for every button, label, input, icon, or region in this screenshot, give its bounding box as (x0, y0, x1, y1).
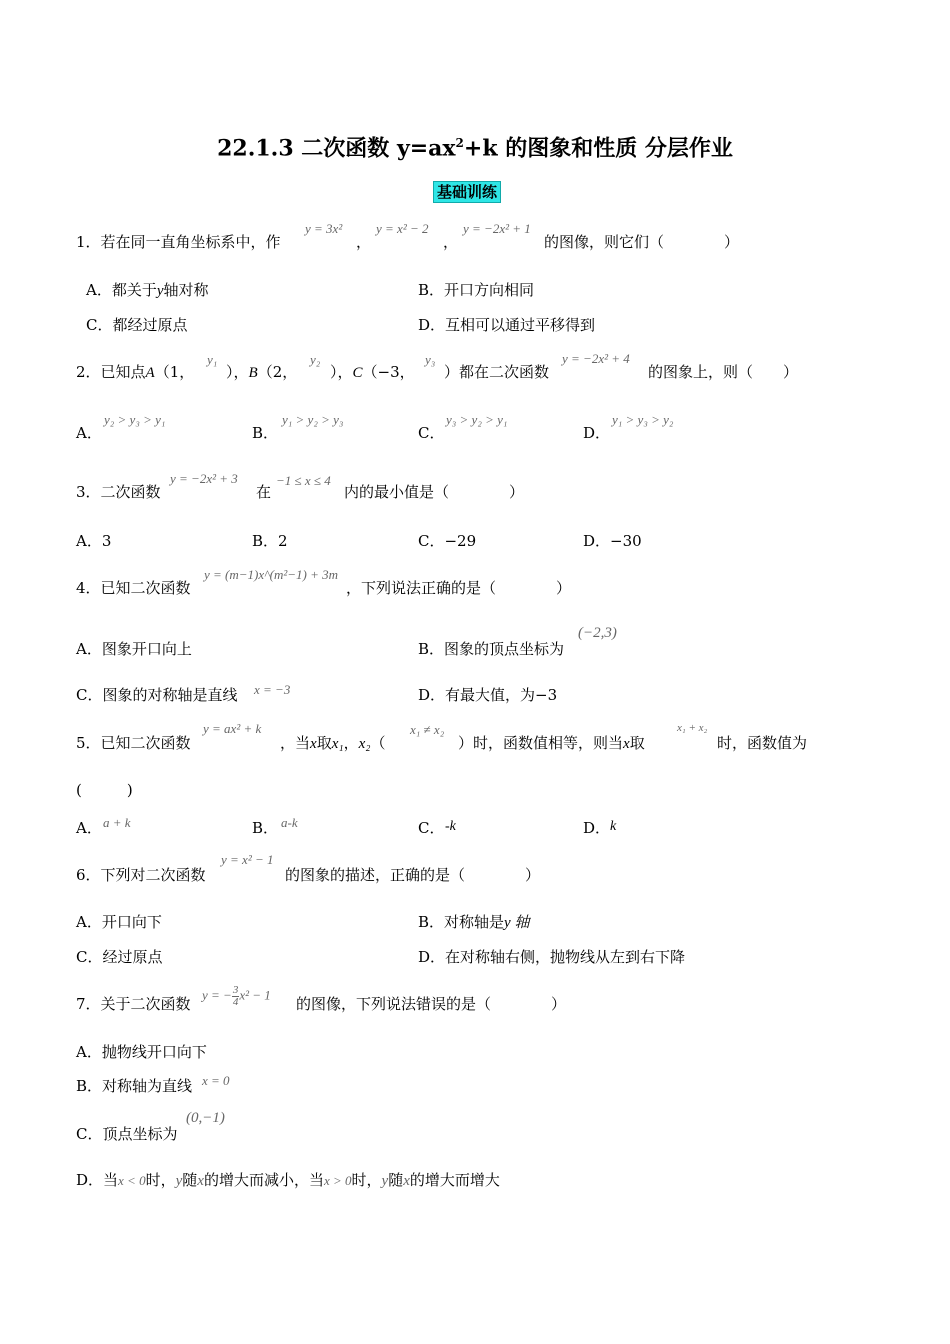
q5-option-d-label: D． (583, 819, 611, 837)
q2-point-c-open: （−3， (362, 363, 415, 381)
q7-function (202, 985, 271, 1008)
q3-stem-b: 内的最小值是（ ） (344, 483, 525, 501)
q4-function: y = (m−1)x^(m²−1) + 3m (204, 567, 338, 582)
q1-formula-3: y = −2x² + 1 (463, 221, 531, 236)
q4-option-b: B．图象的顶点坐标为 (418, 640, 565, 658)
q1-sep-2: ， (443, 233, 459, 251)
q2-close-2: ）， (330, 363, 353, 381)
q6-option-b (418, 912, 529, 933)
q2-point-c-group (330, 362, 415, 383)
q1-option-d: D．互相可以通过平移得到 (418, 316, 596, 334)
q5-condition: x₁ ≠ x₂ (410, 722, 445, 737)
q5-option-b-label: B． (252, 819, 279, 837)
q2-close-last: ）都在二次函数 (444, 363, 550, 381)
q7-option-c: C．顶点坐标为 (76, 1125, 178, 1143)
q3-range: −1 ≤ x ≤ 4 (276, 473, 331, 488)
q1-option-b: B．开口方向相同 (418, 281, 535, 299)
q7-d-y2: y (381, 1173, 389, 1189)
q5-stem-c: ）时，函数值相等，则当 (458, 734, 624, 752)
q3-function: y = −2x² + 3 (170, 471, 238, 486)
q2-option-d-label: D． (583, 424, 611, 442)
q5-stem-b: ，当 (280, 734, 311, 752)
q2-point-b-group (226, 362, 297, 383)
q7-d-d: 的增大而减小，当 (203, 1171, 324, 1189)
q6-option-b-var: y 轴 (504, 915, 530, 931)
section-badge: 基础训练 (433, 181, 501, 203)
q2-option-b: y₁ > y₂ > y₃ (282, 412, 344, 427)
q7-fn-pre: y = − (202, 987, 232, 1003)
q3-stem-a: 3．二次函数 (76, 483, 161, 501)
q1-stem-a: 1．若在同一直角坐标系中，作 (76, 233, 281, 251)
page-title (0, 128, 950, 163)
q4-option-a: A．图象开口向上 (76, 640, 192, 658)
q2-function: y = −2x² + 4 (562, 351, 630, 366)
q5-take-b: 取 (629, 734, 645, 752)
q7-option-b-value: x = 0 (202, 1073, 230, 1088)
q5-x1: x₁ (331, 736, 344, 752)
q2-stem (76, 362, 194, 383)
q7-d-x2: x (403, 1173, 410, 1189)
q7-option-b: B．对称轴为直线 (76, 1077, 193, 1095)
q5-stem-d: 时，函数值为 (717, 734, 808, 752)
q5-option-b: a-k (281, 815, 298, 830)
q3-option-d: D．−30 (583, 532, 642, 550)
q6-stem-a: 6．下列对二次函数 (76, 866, 206, 884)
q7-d-y: y (175, 1173, 183, 1189)
q4-stem-b: ，下列说法正确的是（ ） (346, 579, 572, 597)
q2-option-a: y₂ > y₃ > y₁ (104, 412, 166, 427)
q7-d-cond1: x < 0 (118, 1173, 146, 1188)
q2-option-c: y₃ > y₂ > y₁ (446, 412, 508, 427)
q7-d-b: 时， (145, 1171, 176, 1189)
q5-comma: ， (343, 734, 359, 752)
q3-option-b: B．2 (252, 532, 288, 550)
q6-function: y = x² − 1 (221, 852, 274, 867)
q1-sep-1: ， (356, 233, 372, 251)
q5-stem-a: 5．已知二次函数 (76, 734, 191, 752)
q7-option-d (76, 1170, 500, 1191)
q4-option-c-value: x = −3 (254, 682, 291, 697)
q7-stem-b: 的图像，下列说法错误的是（ ） (296, 995, 567, 1013)
q4-option-c: C．图象的对称轴是直线 (76, 686, 238, 704)
q5-x2: x₂ (358, 736, 371, 752)
q5-option-a: a + k (103, 815, 131, 830)
q1-option-c: C．都经过原点 (86, 316, 188, 334)
q2-y3: y₃ (425, 352, 436, 367)
q5-function: y = ax² + k (203, 721, 262, 736)
q1-option-a-post: 轴对称 (163, 281, 209, 299)
q4-option-d: D．有最大值，为−3 (418, 686, 558, 704)
q1-option-a-text: A．都关于 (86, 281, 157, 299)
q5-x-b: x (623, 736, 630, 752)
q5-sum: x₁ + x₂ (677, 722, 708, 734)
q7-d-e: 时， (351, 1171, 382, 1189)
q7-d-x: x (197, 1173, 204, 1189)
q4-option-b-value: (−2,3) (578, 625, 617, 641)
q2-stem-b: 的图象上，则（ ） (648, 363, 799, 381)
q7-d-f: 随 (388, 1171, 404, 1189)
q2-y2: y₂ (310, 352, 321, 367)
q2-option-d: y₁ > y₃ > y₂ (612, 412, 674, 427)
q1-stem-b: 的图像，则它们（ ） (544, 233, 740, 251)
q3-mid: 在 (256, 483, 272, 501)
title-sup: 2 (455, 136, 464, 150)
q2-point-c: C (352, 365, 363, 381)
q5-option-c-label: C． (418, 819, 445, 837)
title-pre: 22.1.3 二次函数 y=ax (217, 135, 456, 162)
q6-stem-b: 的图象的描述，正确的是（ ） (285, 866, 541, 884)
q7-d-a: D．当 (76, 1171, 119, 1189)
q7-option-c-value: (0,−1) (186, 1110, 225, 1126)
q7-fn-post: x² − 1 (239, 987, 271, 1003)
q6-option-a: A．开口向下 (76, 913, 162, 931)
q2-option-c-label: C． (418, 424, 445, 442)
q5-x: x (310, 736, 317, 752)
q7-fraction-num: 3 (232, 984, 239, 996)
q2-option-b-label: B． (252, 424, 279, 442)
q5-take: 取 (316, 734, 332, 752)
q2-option-a-label: A． (76, 424, 102, 442)
q7-fraction-den: 4 (232, 996, 239, 1008)
q2-point-a-open: （1， (154, 363, 195, 381)
q3-option-a: A．3 (76, 532, 112, 550)
q2-point-b: B (248, 365, 258, 381)
q2-stem-a: 2．已知点 (76, 363, 146, 381)
q6-option-b-text: B．对称轴是 (418, 913, 505, 931)
q5-stem-group (280, 733, 385, 754)
q7-option-a: A．抛物线开口向下 (76, 1043, 207, 1061)
q5-paren: （ (370, 734, 386, 752)
q1-option-a (86, 280, 209, 301)
q1-option-a-var: y (156, 283, 164, 299)
q7-d-c: 随 (182, 1171, 198, 1189)
q6-option-d: D．在对称轴右侧，抛物线从左到右下降 (418, 948, 686, 966)
q4-stem-a: 4．已知二次函数 (76, 579, 191, 597)
q2-point-b-open: （2， (257, 363, 298, 381)
q1-formula-2: y = x² − 2 (376, 221, 429, 236)
q5-blank: ( ) (76, 781, 133, 799)
q2-point-a: A (145, 365, 155, 381)
q7-stem-a: 7．关于二次函数 (76, 995, 191, 1013)
q7-d-g: 的增大而增大 (409, 1171, 500, 1189)
q6-option-c: C．经过原点 (76, 948, 163, 966)
q5-option-a-label: A． (76, 819, 102, 837)
q5-stem-c-group (458, 733, 645, 754)
q2-close-1: ）， (226, 363, 249, 381)
q5-option-c: -k (445, 819, 456, 834)
q5-option-d: k (610, 819, 617, 834)
q2-y1: y₁ (207, 352, 218, 367)
q3-option-c: C．−29 (418, 532, 477, 550)
title-post: +k 的图象和性质 分层作业 (463, 135, 733, 162)
q7-d-cond2: x > 0 (323, 1173, 352, 1188)
q1-formula-1: y = 3x² (305, 221, 343, 236)
